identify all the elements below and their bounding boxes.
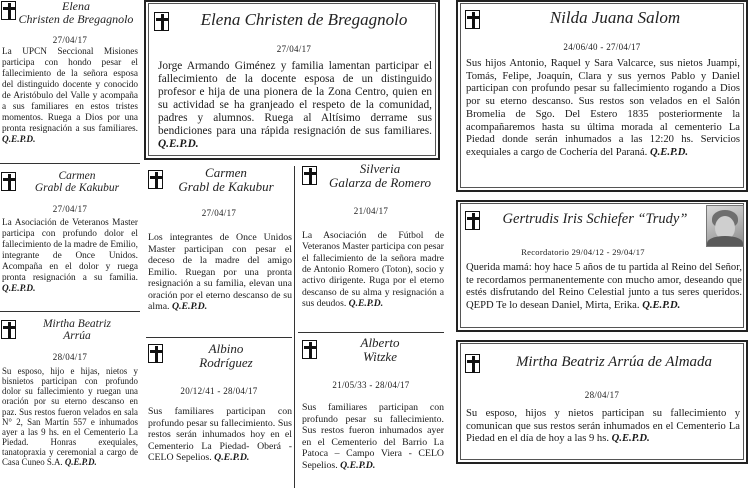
obituary-date: 27/04/17 (276, 44, 312, 54)
deceased-name-line1: Mirtha Beatriz (42, 318, 112, 330)
cross-icon (156, 14, 169, 31)
obituary-text: Querida mamá: hoy hace 5 años de tu partida al Reino del Señor, te recordamos permanentemente con mucho amor, deseando que estés disfrutando del Reino Celestial junto a tus seres queridos. QEPD Te lo desean Daniel, Mirta, Erika. (466, 262, 742, 312)
qepd-label: Q.E.P.D. (214, 452, 250, 464)
qepd-label: Q.E.P.D. (64, 457, 97, 468)
deceased-name-line1: Alberto (360, 335, 400, 350)
deceased-name-line2: Arrúa (63, 330, 91, 343)
deceased-name: Elena Christen de Bregagnolo (200, 10, 408, 29)
obituary-date: 21/05/33 - 28/04/17 (332, 380, 410, 390)
qepd-label: Q.E.P.D. (348, 297, 384, 309)
obituary-text: Su esposo, hijos y nietos participan su fallecimiento y comunican que sus restos serán inhumados en el Cementerio La Piedad en el día de hoy a las 9 hs. (466, 408, 740, 445)
column-divider (294, 166, 295, 488)
qepd-label: Q.E.P.D. (611, 433, 650, 445)
obituary-date: 28/04/17 (52, 352, 88, 362)
obituary-text: La Asociación de Fútbol de Veteranos Master participa con pesar el fallecimiento de la señora madre de Antonio Romero (Toton), socio y activo dirigente. Ruga por el eterno descanso de su alma y resignación a sus deudos. (302, 230, 444, 309)
qepd-label: Q.E.P.D. (649, 146, 689, 158)
deceased-name-line2: Witzke (363, 348, 397, 364)
qepd-label: Q.E.P.D. (340, 459, 376, 471)
qepd-label: Q.E.P.D. (642, 300, 681, 312)
deceased-name-line2: Rodríguez (199, 354, 253, 370)
deceased-name: Nilda Juana Salom (549, 8, 681, 27)
obituary-text: Sus familiares participan con profundo pesar su fallecimiento. Sus restos fueron inhumados ayer en el Cementerio del Barrio La Patoca – Campo Viera - CELO Sepelios. (302, 402, 444, 471)
obituary-text: La Asociación de Veteranos Master participa con profundo dolor el fallecimiento de la madre de Emilio, integrante de Once Unidos. Acompaña en el dolor y ruega pronta resignación a su familia. (2, 218, 138, 283)
cross-icon (467, 12, 480, 29)
obituary-date: 24/06/40 - 27/04/17 (563, 42, 641, 52)
obituary-text: Su esposo, hijo e hijas, nietos y bisnietos participan con profundo dolor su fallecimiento y ruegan una oración por su eterno descanso en paz. Sus restos fueron velados en sala N° 2, San Martín 557 e inhumados ayer a las 9 hs. en el Cementerio La Piedad. Honras exequiales, tanatopraxia y ceremonial a cargo de Casa Cuneo S.A. (2, 366, 138, 468)
qepd-label: Q.E.P.D. (158, 137, 199, 150)
divider (298, 332, 444, 333)
deceased-name-line1: Silveria (359, 161, 401, 176)
obituary-text: Los integrantes de Once Unidos Master participan con pesar el deceso de la madre del amigo Emilio. Ruegan por una pronta resignación a su familia, elevan una oración por el eterno descanso de su alma. (148, 232, 292, 313)
obituary-text: Jorge Armando Giménez y familia lamentan participar el fallecimiento de la docente esposa de un distinguido profesor e hija de una pionera de la Zona Centro, quien en su actividad se ha granjeado el respeto de la comunidad, padres y alumnos. Ruega al Altísimo derrame sus bendiciones para una rápida resignación de sus familiares. (158, 60, 432, 137)
deceased-name-line1: Carmen (205, 165, 247, 180)
deceased-name-line1: Albino (208, 341, 244, 356)
qepd-label: Q.E.P.D. (171, 301, 208, 313)
obituary-date: 21/04/17 (353, 206, 389, 216)
portrait-photo (706, 205, 744, 247)
obituary-date: 28/04/17 (584, 390, 620, 400)
obituary-text: Sus familiares participan con profundo pesar su fallecimiento. Sus restos serán inhumados hoy en el Cementerio La Piedad- Oberá - CELO Sepelios. (148, 406, 292, 464)
obituary-text: La UPCN Seccional Misiones participa con hondo pesar el fallecimiento de la señora esposa del distinguido docente y conocido de Aristóbulo del Valle y acompaña a sus familiares en estos tristes momentos. Ruega a Dios por una pronta resignación a sus familiares. (2, 47, 138, 134)
deceased-name-line2: Grabl de Kakubur (178, 178, 274, 194)
divider (146, 337, 292, 338)
deceased-name-line1: Elena (62, 0, 90, 13)
obituary-date: Recordatorio 29/04/12 - 29/04/17 (521, 247, 645, 257)
obituary-date: 27/04/17 (201, 208, 237, 218)
obituary-date: 27/04/17 (52, 204, 88, 214)
cross-icon (467, 213, 480, 230)
obituary-date: 20/12/41 - 28/04/17 (180, 386, 258, 396)
qepd-label: Q.E.P.D. (2, 134, 36, 145)
obituary-date: 27/04/17 (52, 35, 88, 45)
deceased-name-line2: Galarza de Romero (328, 174, 432, 190)
obituary-text: Sus hijos Antonio, Raquel y Sara Valcarce, sus nietos Juampi, Tomás, Felipe, Joaquín, Clara y sus yernos Pablo y Daniel participan con profundo pesar su fallecimiento rogando a Dios por su eterno descanso. Sus restos son velados en el Salón Bromelia de Sgo. Del Estero 1835 posteriormente la acompañaremos hasta su última morada al cementerio La Piedad donde serán inhumados a las 12:20 hs. Servicios exequiales a cargo de Cochería del Paraná. (466, 58, 740, 158)
deceased-name-line1: Carmen (58, 170, 96, 182)
cross-icon (467, 356, 480, 373)
deceased-name: Mirtha Beatriz Arrúa de Almada (515, 354, 713, 370)
deceased-name: Gertrudis Iris Schiefer “Trudy” (502, 211, 688, 227)
divider (0, 163, 140, 164)
deceased-name-line2: Grabl de Kakubur (34, 182, 120, 195)
qepd-label: Q.E.P.D. (2, 283, 36, 294)
deceased-name-line2: Christen de Bregagnolo (18, 11, 134, 26)
divider (0, 311, 140, 312)
